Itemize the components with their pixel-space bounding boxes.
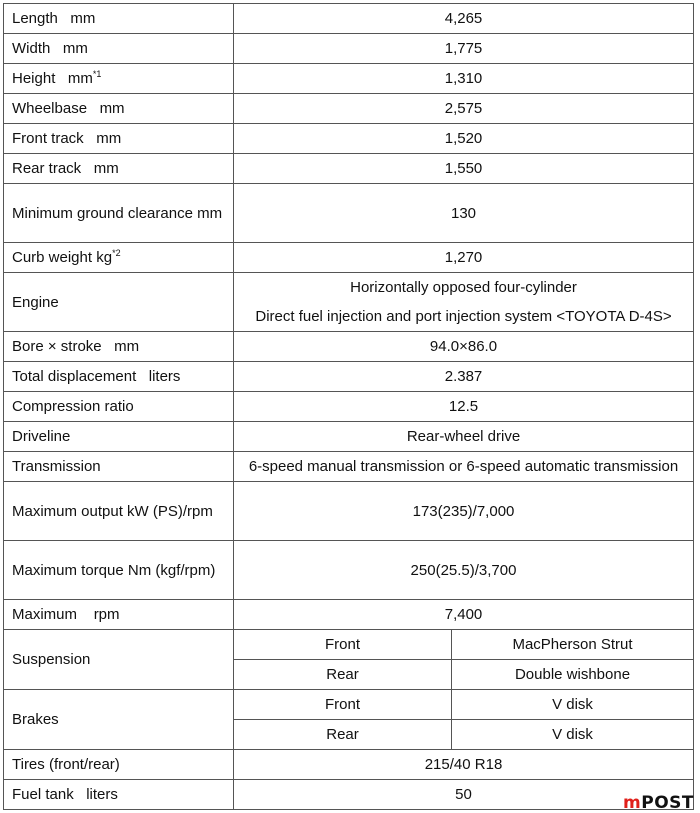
row-value: 7,400: [234, 600, 694, 630]
row-value: 1,270: [234, 243, 694, 273]
row-value: 6-speed manual transmission or 6-speed automatic transmission: [234, 452, 694, 482]
row-label: Height $mm^{*1}$: [4, 64, 234, 94]
row-value: [234, 273, 694, 332]
row-value: V disk: [452, 690, 694, 720]
footnote-marker: *2: [112, 248, 121, 258]
row-label: Transmission: [4, 452, 234, 482]
table-row: [4, 34, 694, 64]
table-row: [4, 154, 694, 184]
row-value: 2,575: [234, 94, 694, 124]
row-label: Maximum rpm: [4, 600, 234, 630]
table-row: [4, 124, 694, 154]
row-value: 94.0×86.0: [234, 332, 694, 362]
sub-label: Front: [234, 630, 452, 660]
row-value: 2.387: [234, 362, 694, 392]
row-value: Double wishbone: [452, 660, 694, 690]
row-label: Bore × stroke mm: [4, 332, 234, 362]
table-row: [4, 94, 694, 124]
table-row: [4, 690, 694, 720]
sub-label: Rear: [234, 720, 452, 750]
row-value: Rear-wheel drive: [234, 422, 694, 452]
row-value: V disk: [452, 720, 694, 750]
row-value: MacPherson Strut: [452, 630, 694, 660]
row-label: Fuel tank liters: [4, 780, 234, 810]
row-label: Rear track mm: [4, 154, 234, 184]
row-value: 173(235)/7,000: [234, 482, 694, 541]
row-label: Curb weight $kg^{*2}$: [4, 243, 234, 273]
row-label: Width mm: [4, 34, 234, 64]
row-label: Front track mm: [4, 124, 234, 154]
engine-line-1: Horizontally opposed four-cylinder: [350, 279, 577, 296]
row-value: 215/40 R18: [234, 750, 694, 780]
table-row: [4, 392, 694, 422]
row-label: Minimum ground clearance mm: [4, 184, 234, 243]
table-row: [4, 452, 694, 482]
table-row: [4, 273, 694, 332]
row-value: 250(25.5)/3,700: [234, 541, 694, 600]
row-label: Tires (front/rear): [4, 750, 234, 780]
row-label: Wheelbase mm: [4, 94, 234, 124]
row-value: 1,310: [234, 64, 694, 94]
table-row: [4, 362, 694, 392]
row-value: 1,775: [234, 34, 694, 64]
engine-line-2: Direct fuel injection and port injection system <TOYOTA D-4S>: [255, 308, 672, 325]
table-row: [4, 750, 694, 780]
row-value: 12.5: [234, 392, 694, 422]
table-row: [4, 600, 694, 630]
row-value: 50: [234, 780, 694, 810]
row-label: Compression ratio: [4, 392, 234, 422]
mpost-logo: mPOST: [623, 793, 694, 813]
table-row: [4, 630, 694, 660]
row-label: Driveline: [4, 422, 234, 452]
row-value: 1,550: [234, 154, 694, 184]
row-value: 1,520: [234, 124, 694, 154]
table-row: [4, 482, 694, 541]
row-value: 130: [234, 184, 694, 243]
table-row: [4, 243, 694, 273]
sub-label: Front: [234, 690, 452, 720]
row-label: Maximum torque Nm (kgf/rpm): [4, 541, 234, 600]
table-row: [4, 184, 694, 243]
spec-table: [3, 3, 694, 813]
row-label: Suspension: [4, 630, 234, 690]
sub-label: Rear: [234, 660, 452, 690]
table-row: [4, 780, 694, 810]
table-row: [4, 541, 694, 600]
row-label: Total displacement liters: [4, 362, 234, 392]
row-value: 4,265: [234, 4, 694, 34]
table-row: [4, 64, 694, 94]
table-row: [4, 332, 694, 362]
row-label: Brakes: [4, 690, 234, 750]
footnote-marker: *1: [92, 69, 102, 79]
row-label: Length mm: [4, 4, 234, 34]
row-label: Maximum output kW (PS)/rpm: [4, 482, 234, 541]
table-row: [4, 422, 694, 452]
table-row: [4, 4, 694, 34]
row-label: Engine: [4, 273, 234, 332]
